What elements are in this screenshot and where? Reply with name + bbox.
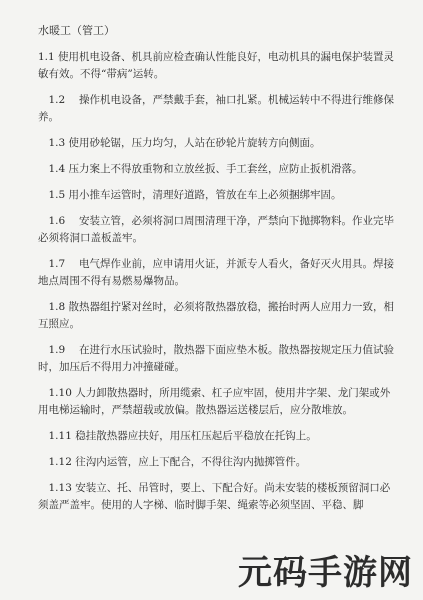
paragraph-1-9: 1.9 在进行水压试验时，散热器下面应垫木板。散热器按规定压力值试验时，加压后不得用力冲撞碰碰。 bbox=[38, 344, 395, 373]
paragraph-1-3: 1.3 使用砂轮锯，压力均匀，人站在砂轮片旋转方向侧面。 bbox=[38, 137, 321, 149]
paragraph-1-11: 1.11 稳挂散热器应扶好，用压杠压起后平稳放在托钩上。 bbox=[38, 430, 317, 442]
document-title: 水暖工（管工） bbox=[38, 24, 115, 37]
site-watermark: 元码手游网 bbox=[238, 553, 413, 593]
paragraph-1-2: 1.2 操作机电设备，严禁戴手套，袖口扎紧。机械运转中不得进行维修保养。 bbox=[38, 94, 395, 123]
paragraph-1-13: 1.13 安装立、托、吊管时，要上、下配合好。尚未安装的楼板预留洞口必须盖严盖牢。使用的人字梯、临时脚手架、绳索等必须坚固、平稳、脚 bbox=[38, 482, 391, 511]
paragraph-1-5: 1.5 用小推车运管时，清理好道路，管放在车上必须捆绑牢固。 bbox=[38, 189, 342, 201]
paragraph-1-12: 1.12 往沟内运管，应上下配合，不得往沟内抛掷管件。 bbox=[38, 456, 307, 468]
paragraph-1-1: 1.1 使用机电设备、机具前应检查确认性能良好，电动机具的漏电保护装置灵敏有效。不得“带病”运转。 bbox=[38, 51, 395, 80]
paragraph-1-4: 1.4 压力案上不得放重物和立放丝扳、手工套丝，应防止扳机滑落。 bbox=[38, 163, 363, 175]
paragraph-1-6: 1.6 安装立管，必须将洞口周围清理干净，严禁向下抛掷物料。作业完毕必须将洞口盖板盖牢。 bbox=[38, 215, 395, 244]
paragraph-1-7: 1.7 电气焊作业前，应申请用火证，并派专人看火，备好灭火用具。焊接地点周围不得有易燃易爆物品。 bbox=[38, 258, 395, 287]
paragraph-1-8: 1.8 散热器组拧紧对丝时，必须将散热器放稳，搬抬时两人应用力一致，相互照应。 bbox=[38, 301, 395, 330]
paragraph-1-10: 1.10 人力卸散热器时，所用缆索、杠子应牢固，使用井字架、龙门架或外用电梯运输时，严禁超载或放偏。散热器运送楼层后，应分散堆放。 bbox=[38, 387, 391, 416]
